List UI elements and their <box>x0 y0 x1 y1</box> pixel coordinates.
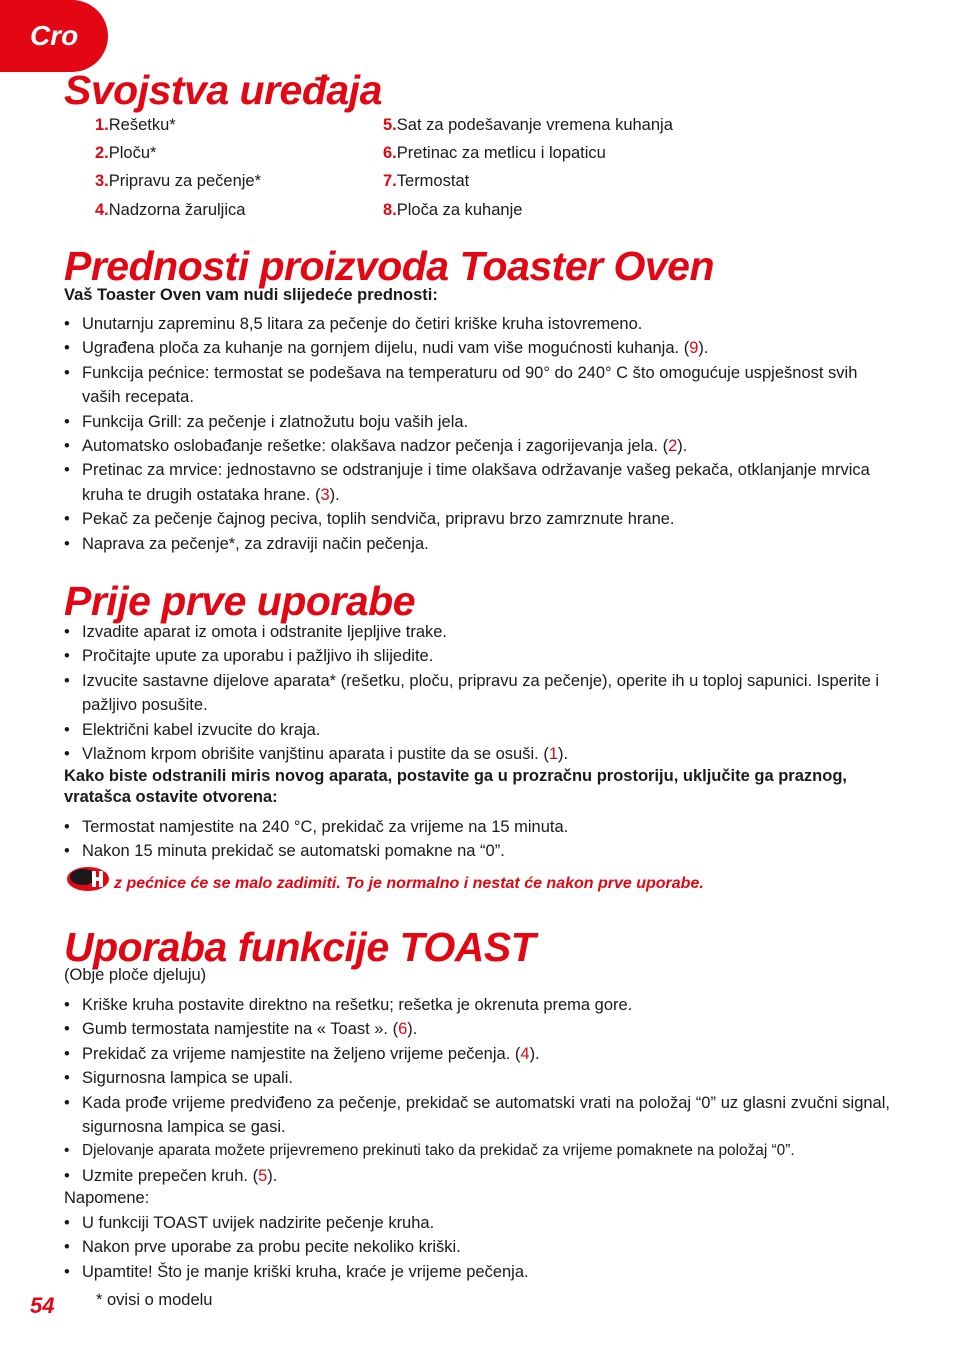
advantages-list <box>64 312 890 556</box>
toast-title: Uporaba funkcije TOAST <box>64 924 536 970</box>
toast-steps-list <box>64 993 890 1188</box>
list-item: • Pekač za pečenje čajnog peciva, toplih sendviča, pripravu brzo zamrznute hrane. <box>64 507 890 531</box>
feature-item-3: 3.Pripravu za pečenje* <box>95 172 262 190</box>
language-label: Cro <box>30 20 79 51</box>
feature-item-5: 5.Sat za podešavanje vremena kuhanja <box>383 116 673 134</box>
info-hand-icon <box>66 866 110 892</box>
smoke-warning: z pećnice će se malo zadimiti. To je normalno i nestat će nakon prve uporabe. <box>114 875 704 892</box>
footnote: * ovisi o modelu <box>96 1291 213 1309</box>
list-item: • Električni kabel izvucite do kraja. <box>64 718 890 742</box>
advantages-intro: Vaš Toaster Oven vam nudi slijedeće prednosti: <box>64 286 438 304</box>
list-item: • Kriške kruha postavite direktno na rešetku; rešetka je okrenuta prema gore. <box>64 993 890 1017</box>
figure-ref: 6 <box>398 1020 408 1039</box>
list-item: • Naprava za pečenje*, za zdraviji način pečenja. <box>64 532 890 556</box>
figure-ref: 9 <box>689 339 699 358</box>
features-title: Svojstva uređaja <box>64 67 382 113</box>
toast-subtitle: (Obje ploče djeluju) <box>64 966 207 984</box>
list-item: • Prekidač za vrijeme namjestite na željeno vrijeme pečenja. (4). <box>64 1042 890 1066</box>
feature-item-8: 8.Ploča za kuhanje <box>383 201 523 219</box>
odor-steps-list <box>64 815 890 864</box>
list-item: • Ugrađena ploča za kuhanje na gornjem dijelu, nudi vam više mogućnosti kuhanja. (9). <box>64 336 890 360</box>
list-item: • Automatsko oslobađanje rešetke: olakšava nadzor pečenja i zagorijevanja jela. (2). <box>64 434 890 458</box>
list-item: • Pročitajte upute za uporabu i pažljivo ih slijedite. <box>64 644 890 668</box>
list-item: • Nakon 15 minuta prekidač se automatski pomakne na “0”. <box>64 839 890 863</box>
feature-item-2: 2.Ploču* <box>95 144 157 162</box>
list-item: • Djelovanje aparata možete prijevremeno prekinuti tako da prekidač za vrijeme pomaknete na položaj “0”. <box>64 1139 890 1163</box>
list-item: • Uzmite prepečen kruh. (5). <box>64 1164 890 1188</box>
language-tab <box>0 0 108 72</box>
figure-ref: 4 <box>520 1044 530 1063</box>
figure-ref: 3 <box>320 485 330 504</box>
figure-ref: 1 <box>548 745 558 764</box>
list-item: • Sigurnosna lampica se upali. <box>64 1066 890 1090</box>
list-item: • U funkciji TOAST uvijek nadzirite pečenje kruha. <box>64 1211 890 1235</box>
list-item: • Izvadite aparat iz omota i odstranite ljepljive trake. <box>64 620 890 644</box>
first-use-title: Prije prve uporabe <box>64 578 416 624</box>
list-item: • Nakon prve uporabe za probu pecite nekoliko kriški. <box>64 1235 890 1259</box>
list-item: • Izvucite sastavne dijelove aparata* (rešetku, ploču, pripravu za pečenje), operite ih u toploj sapunici. Isperite i pažljivo posušite. <box>64 669 890 718</box>
advantages-title: Prednosti proizvoda Toaster Oven <box>64 243 715 289</box>
list-item: • Termostat namjestite na 240 °C, prekidač za vrijeme na 15 minuta. <box>64 815 890 839</box>
list-item: • Unutarnju zapreminu 8,5 litara za pečenje do četiri kriške kruha istovremeno. <box>64 312 890 336</box>
list-item: • Upamtite! Što je manje kriški kruha, kraće je vrijeme pečenja. <box>64 1260 890 1284</box>
notes-label: Napomene: <box>64 1189 150 1207</box>
list-item: • Kada prođe vrijeme predviđeno za pečenje, prekidač se automatski vrati na položaj “0” uz glasni zvučni signal, sigurnosna lampica se gasi. <box>64 1091 890 1140</box>
figure-ref: 2 <box>668 437 678 456</box>
feature-item-6: 6.Pretinac za metlicu i lopaticu <box>383 144 606 162</box>
list-item: • Vlažnom krpom obrišite vanjštinu aparata i pustite da se osuši. (1). <box>64 742 890 766</box>
feature-item-1: 1.Rešetku* <box>95 116 176 134</box>
list-item: • Gumb termostata namjestite na « Toast ». (6). <box>64 1017 890 1041</box>
notes-list <box>64 1211 890 1284</box>
list-item: • Funkcija Grill: za pečenje i zlatnožutu boju vaših jela. <box>64 410 890 434</box>
first-use-list <box>64 620 890 766</box>
figure-ref: 5 <box>258 1166 268 1185</box>
feature-item-7: 7.Termostat <box>383 172 470 190</box>
list-item: • Pretinac za mrvice: jednostavno se odstranjuje i time olakšava održavanje vašeg pekača, otklanjanje mrvica kruha te drugih ostataka hrane. (3). <box>64 458 890 507</box>
feature-item-4: 4.Nadzorna žaruljica <box>95 201 246 219</box>
odor-note: Kako biste odstranili miris novog aparata, postavite ga u prozračnu prostoriju, uključite ga praznog, vratašca ostavite otvorena: <box>64 767 847 806</box>
page-number: 54 <box>30 1293 55 1318</box>
list-item: • Funkcija pećnice: termostat se podešava na temperaturu od 90° do 240° C što omogućuje uspješnost svih vaših recepata. <box>64 361 890 410</box>
